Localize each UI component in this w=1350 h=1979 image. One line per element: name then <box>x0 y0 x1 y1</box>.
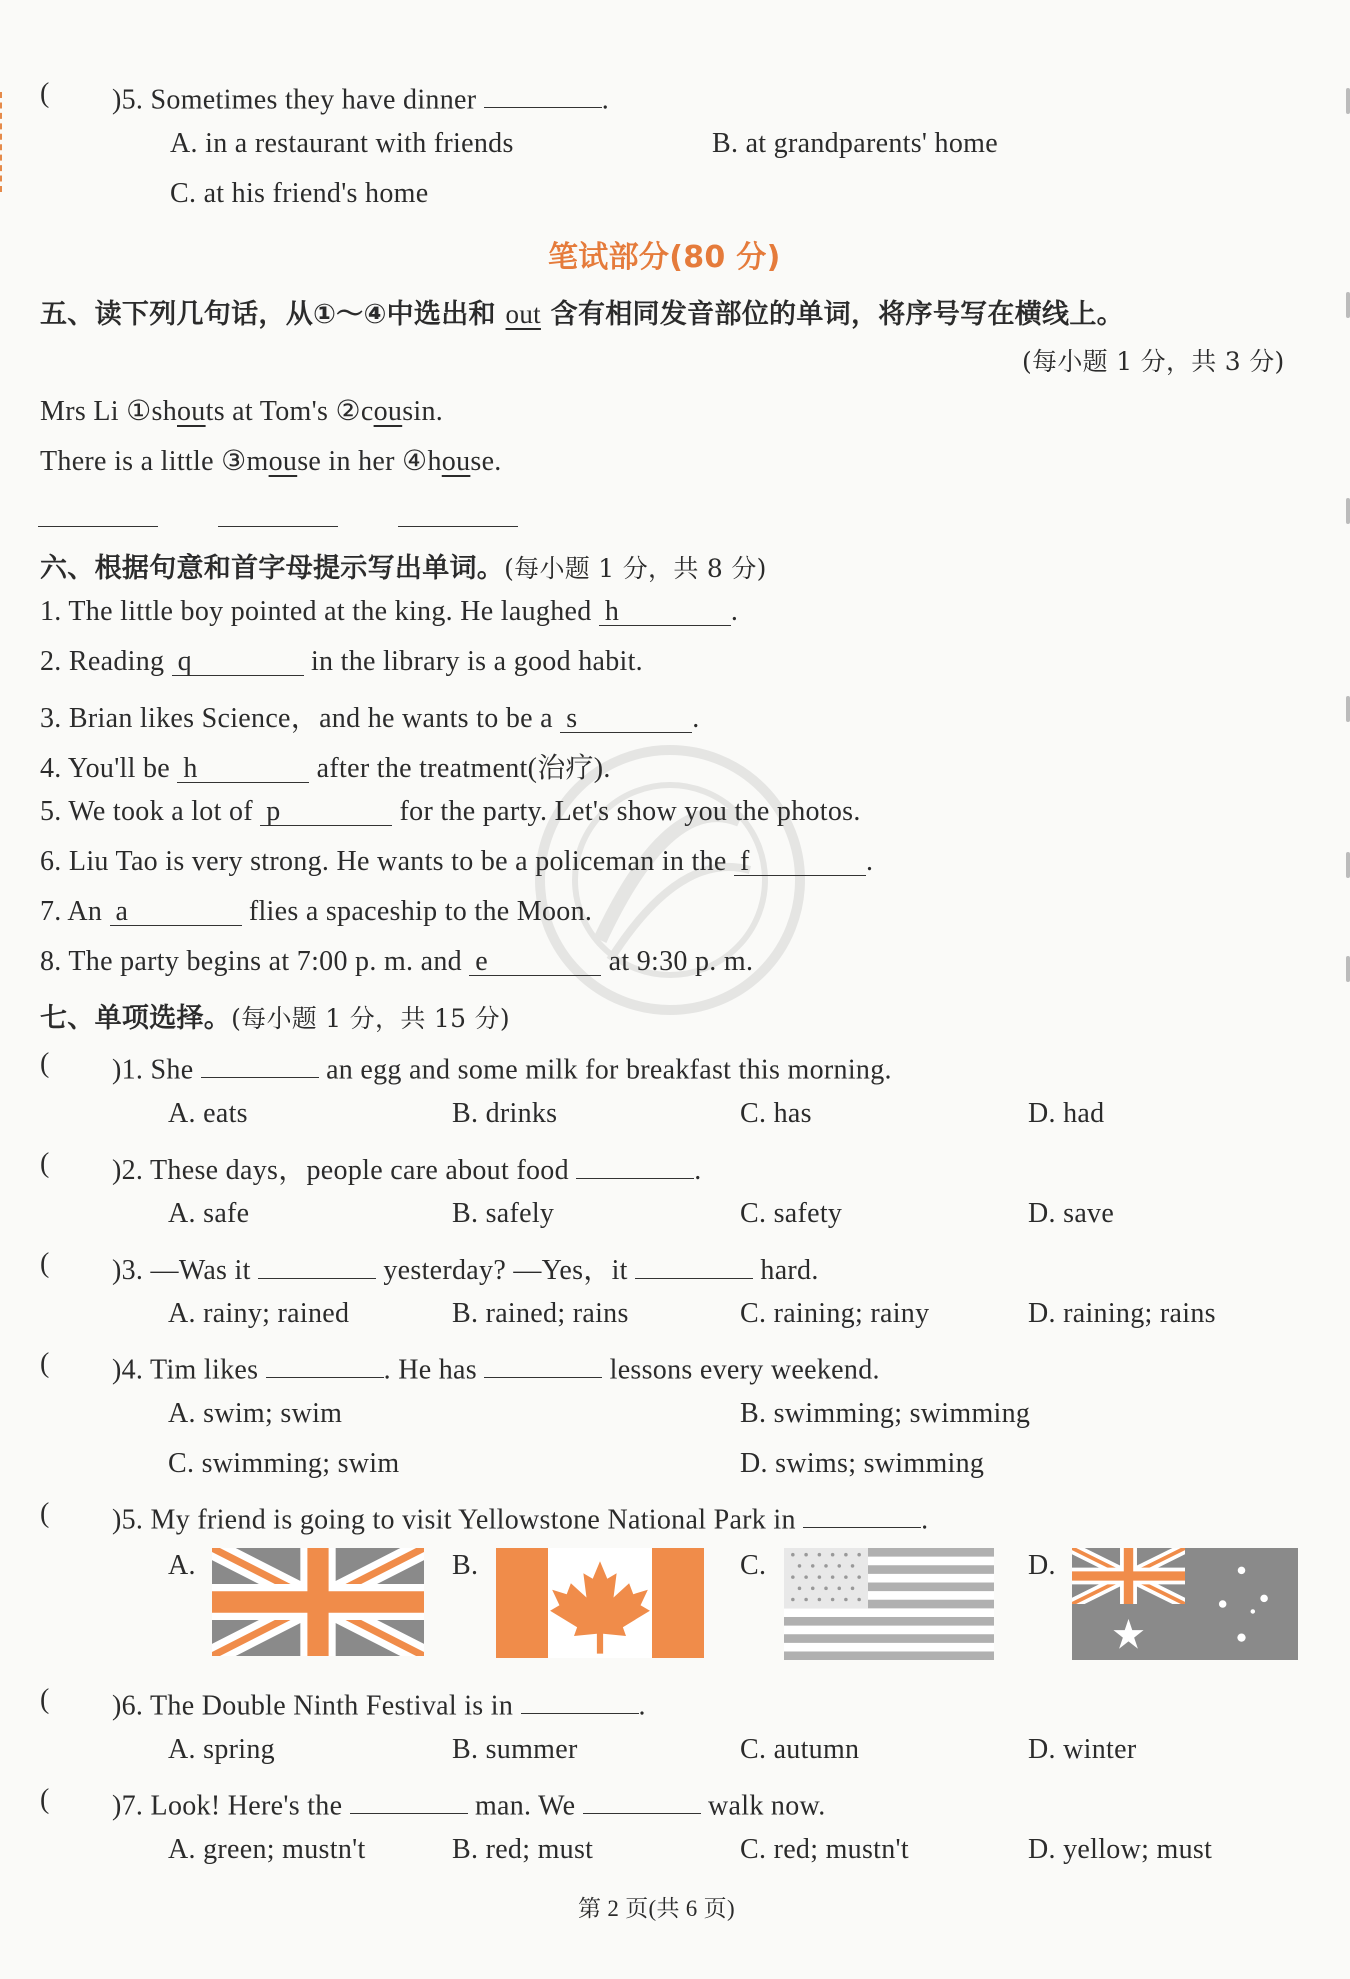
initial-letter-hint: q <box>177 646 192 677</box>
question-text: Sometimes they have dinner <box>150 84 477 116</box>
edge-mark <box>1346 852 1350 878</box>
answer-blank[interactable] <box>599 596 731 626</box>
option-b[interactable]: B. <box>452 1550 479 1581</box>
question-text: lessons every weekend. <box>609 1354 880 1386</box>
option-c[interactable]: C. has <box>740 1098 812 1129</box>
section-5-title-b: 含有相同发音部位的单词，将序号写在横线上。 <box>550 299 1124 330</box>
answer-blank[interactable] <box>110 896 242 926</box>
question-number: )5. <box>112 84 144 116</box>
question-number: )3. <box>112 1255 144 1286</box>
item-number: 7. <box>40 896 62 927</box>
q-paren: ( <box>40 1784 50 1815</box>
answer-blank[interactable] <box>177 753 309 783</box>
item-text: An <box>67 896 103 927</box>
answer-blank[interactable] <box>576 1149 694 1179</box>
underlined-ou: ou <box>268 446 298 477</box>
option-a[interactable]: A. eats <box>168 1098 248 1129</box>
punct: . <box>601 84 610 116</box>
q-paren: ( <box>40 1248 50 1279</box>
option-b[interactable]: B. rained; rains <box>452 1298 629 1329</box>
option-c[interactable]: C. red; mustn't <box>740 1834 909 1865</box>
option-a[interactable]: A. in a restaurant with friends <box>170 128 514 159</box>
q-paren: ( <box>40 1048 50 1079</box>
mc-q5 <box>112 1498 928 1536</box>
option-d[interactable]: D. save <box>1028 1198 1115 1229</box>
question-text: My friend is going to visit Yellowstone National Park in <box>150 1504 796 1536</box>
binding-margin-dashes <box>0 92 2 192</box>
punct: . <box>638 1690 646 1722</box>
option-a[interactable]: A. swim; swim <box>168 1398 343 1429</box>
sentence-2 <box>40 444 502 478</box>
option-b[interactable]: B. at grandparents' home <box>712 128 998 159</box>
section-5-note: (每小题 1 分，共 3 分) <box>1022 347 1285 376</box>
question-text: She <box>150 1054 194 1086</box>
fill-in-item <box>40 696 700 736</box>
option-c[interactable]: C. <box>740 1550 767 1581</box>
q-paren: ( <box>40 1148 50 1179</box>
page-footer: 第 2 页(共 6 页) <box>578 1896 735 1921</box>
option-a[interactable]: A. <box>168 1550 196 1581</box>
answer-blank[interactable] <box>201 1048 319 1078</box>
question-text: Tim likes <box>150 1354 259 1386</box>
sentence-part: se. <box>470 446 502 477</box>
initial-letter-hint: f <box>739 846 750 877</box>
option-c[interactable]: C. autumn <box>740 1734 860 1765</box>
answer-blank-2[interactable] <box>218 526 338 527</box>
fill-in-item <box>40 596 738 628</box>
answer-blank[interactable] <box>266 1348 384 1378</box>
target-word: out <box>505 299 541 329</box>
section-6-title <box>40 546 767 585</box>
edge-mark <box>1346 696 1350 722</box>
option-d[interactable]: D. swims; swimming <box>740 1448 985 1479</box>
option-c[interactable]: C. swimming; swim <box>168 1448 400 1479</box>
option-b[interactable]: B. swimming; swimming <box>740 1398 1031 1429</box>
q-paren: ( <box>40 1348 50 1379</box>
option-d[interactable]: D. yellow; must <box>1028 1834 1213 1865</box>
sentence-part: ts at Tom's ②c <box>205 396 374 427</box>
item-text: flies a spaceship to the Moon. <box>248 896 593 927</box>
edge-mark <box>1346 88 1350 114</box>
underlined-ou: ou <box>441 446 471 477</box>
item-text: You'll be <box>67 753 171 784</box>
option-c[interactable]: C. at his friend's home <box>170 178 429 209</box>
question-number: )5. <box>112 1504 144 1536</box>
punct: . <box>694 1155 702 1186</box>
written-section-title: 笔试部分(80 分) <box>548 240 781 275</box>
option-c[interactable]: C. raining; rainy <box>740 1298 930 1329</box>
item-text: for the party. Let's show you the photos. <box>399 796 861 827</box>
section-6-note: (每小题 1 分，共 8 分) <box>504 554 767 583</box>
sentence-part: se in her ④h <box>297 446 442 477</box>
option-a[interactable]: A. green; mustn't <box>168 1834 366 1865</box>
item-number: 2. <box>40 646 62 677</box>
section-5-title-a: 五、读下列几句话，从①～④中选出和 <box>40 299 496 330</box>
fill-in-item <box>40 846 873 878</box>
option-c[interactable]: C. safety <box>740 1198 843 1229</box>
canada-flag-icon[interactable] <box>496 1548 704 1658</box>
punct: . <box>921 1504 929 1536</box>
answer-blank[interactable] <box>172 646 304 676</box>
item-number: 4. <box>40 753 62 784</box>
item-text: at 9:30 p. m. <box>608 946 754 977</box>
question-number: )6. <box>112 1690 144 1722</box>
section-6-title-text: 六、根据句意和首字母提示写出单词。 <box>40 553 505 584</box>
mc-q2 <box>112 1148 702 1188</box>
initial-letter-hint: e <box>475 946 489 977</box>
q-paren: ( <box>40 78 50 109</box>
item-text: . <box>865 846 874 877</box>
mc-q1 <box>112 1048 892 1086</box>
answer-blank[interactable] <box>484 1348 602 1378</box>
item-number: 6. <box>40 846 62 877</box>
sentence-1 <box>40 394 443 428</box>
mc-q3 <box>112 1248 819 1288</box>
question-number: )4. <box>112 1354 144 1386</box>
item-number: 8. <box>40 946 62 977</box>
answer-blank[interactable] <box>560 703 692 733</box>
initial-letter-hint: s <box>566 703 578 734</box>
sentence-part: sin. <box>402 396 444 427</box>
sentence-part: There is a little ③m <box>40 446 269 477</box>
sentence-part: Mrs Li ①sh <box>40 396 177 427</box>
edge-mark <box>1346 956 1350 982</box>
uk-flag-icon[interactable] <box>212 1548 424 1656</box>
option-a[interactable]: A. safe <box>168 1198 250 1229</box>
section-7-note: (每小题 1 分，共 15 分) <box>231 1004 510 1033</box>
item-text: . <box>692 703 700 734</box>
initial-letter-hint: a <box>115 896 129 927</box>
item-text: in the library is a good habit. <box>310 646 643 677</box>
listening-q5 <box>112 78 609 116</box>
item-text: Liu Tao is very strong. He wants to be a policeman in the <box>68 846 727 877</box>
usa-flag-icon[interactable] <box>784 1548 994 1660</box>
item-text: Brian likes Science，and he wants to be a <box>68 703 553 734</box>
question-text: an egg and some milk for breakfast this morning. <box>326 1054 892 1086</box>
initial-letter-hint: h <box>604 596 620 627</box>
australia-flag-icon[interactable] <box>1072 1548 1298 1660</box>
fill-in-item <box>40 646 643 678</box>
question-text: Look! Here's the <box>150 1790 343 1822</box>
question-text: hard. <box>760 1255 819 1286</box>
mc-q7 <box>112 1784 826 1822</box>
question-text: These days，people care about food <box>150 1155 569 1186</box>
answer-blank[interactable] <box>350 1784 468 1814</box>
section-7-title <box>40 996 510 1035</box>
edge-mark <box>1346 498 1350 524</box>
item-number: 1. <box>40 596 62 627</box>
item-text: The little boy pointed at the king. He laughed <box>68 596 592 627</box>
initial-letter-hint: h <box>183 753 198 784</box>
item-text: We took a lot of <box>68 796 253 827</box>
question-number: )7. <box>112 1790 144 1822</box>
option-d[interactable]: D. raining; rains <box>1028 1298 1216 1329</box>
answer-blank[interactable] <box>260 796 392 826</box>
option-b[interactable]: B. red; must <box>452 1834 594 1865</box>
question-number: )1. <box>112 1054 144 1086</box>
question-text: —Was it <box>150 1255 251 1286</box>
answer-blank[interactable] <box>484 78 602 108</box>
fill-in-item <box>40 796 861 828</box>
answer-blank[interactable] <box>734 846 866 876</box>
item-number: 3. <box>40 703 62 734</box>
option-b[interactable]: B. drinks <box>452 1098 558 1129</box>
fill-in-item <box>40 746 611 786</box>
mc-q6 <box>112 1684 646 1722</box>
q-paren: ( <box>40 1498 50 1529</box>
underlined-ou: ou <box>373 396 403 427</box>
underlined-ou: ou <box>177 396 206 427</box>
q-paren: ( <box>40 1684 50 1715</box>
option-d[interactable]: D. <box>1028 1550 1056 1581</box>
answer-blank-3[interactable] <box>398 526 518 527</box>
option-d[interactable]: D. winter <box>1028 1734 1137 1765</box>
answer-blank[interactable] <box>635 1249 753 1279</box>
question-number: )2. <box>112 1155 144 1186</box>
answer-blank[interactable] <box>469 946 601 976</box>
answer-blank[interactable] <box>803 1498 921 1528</box>
item-text: . <box>730 596 739 627</box>
answer-blank[interactable] <box>583 1784 701 1814</box>
fill-in-item <box>40 896 592 928</box>
mc-q4 <box>112 1348 880 1386</box>
answer-blank[interactable] <box>521 1684 639 1714</box>
item-text: The party begins at 7:00 p. m. and <box>68 946 462 977</box>
option-b[interactable]: B. summer <box>452 1734 578 1765</box>
item-text: Reading <box>68 646 165 677</box>
question-text: yesterday? —Yes，it <box>383 1255 628 1286</box>
option-a[interactable]: A. spring <box>168 1734 275 1765</box>
question-text: man. We <box>474 1790 576 1822</box>
fill-in-item <box>40 946 753 978</box>
item-number: 5. <box>40 796 62 827</box>
answer-blank-1[interactable] <box>38 526 158 527</box>
edge-mark <box>1346 292 1350 318</box>
section-7-title-text: 七、单项选择。 <box>40 1003 232 1034</box>
option-b[interactable]: B. safely <box>452 1198 555 1229</box>
question-text: The Double Ninth Festival is in <box>150 1690 514 1722</box>
question-text: . He has <box>383 1354 477 1386</box>
option-a[interactable]: A. rainy; rained <box>168 1298 350 1329</box>
initial-letter-hint: p <box>266 796 281 827</box>
section-5-title <box>40 292 1124 331</box>
option-d[interactable]: D. had <box>1028 1098 1105 1129</box>
answer-blank[interactable] <box>258 1249 376 1279</box>
question-text: walk now. <box>708 1790 826 1822</box>
item-text: after the treatment(治疗). <box>316 753 611 784</box>
